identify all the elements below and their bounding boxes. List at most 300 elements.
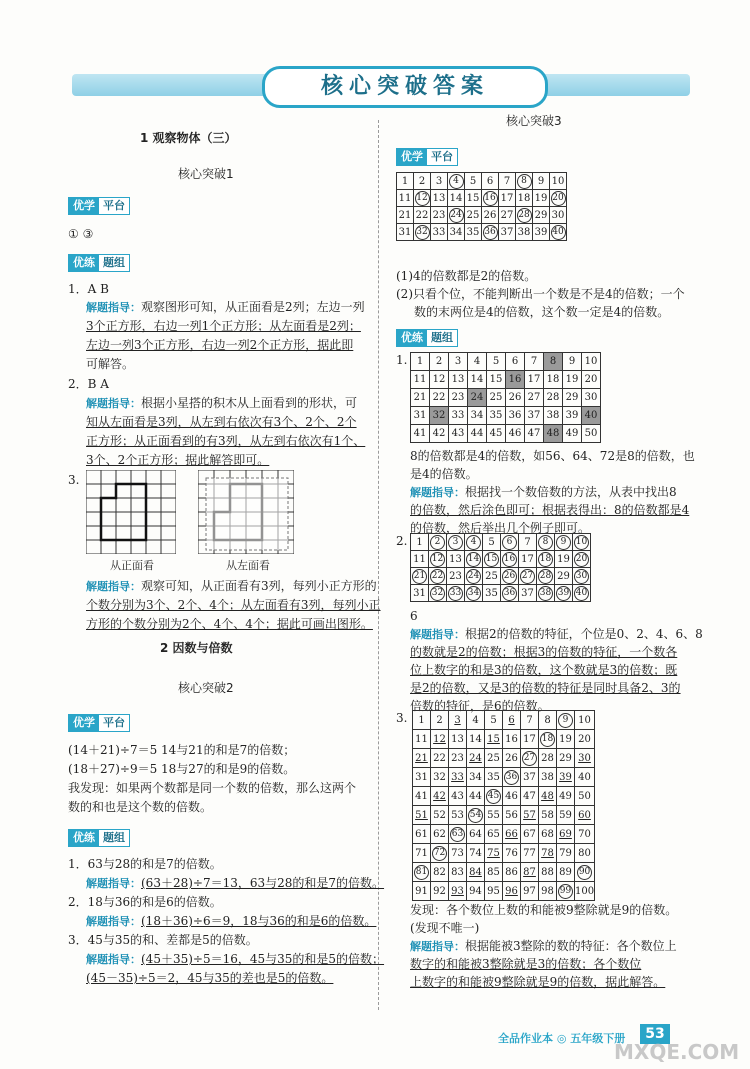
grid-cell: 21 xyxy=(397,207,414,224)
grid-cell: 5 xyxy=(465,173,482,190)
grid-cell: 15 xyxy=(485,730,503,749)
grid-cell: 8 xyxy=(516,173,533,190)
grid-cell: 16 xyxy=(503,730,521,749)
grid-cell: 20 xyxy=(550,190,567,207)
grid-cell: 35 xyxy=(487,407,506,425)
grid-cell: 49 xyxy=(563,425,582,443)
number-grid-1-40 xyxy=(396,172,567,241)
grid-cell: 10 xyxy=(582,353,601,371)
grid-cell: 10 xyxy=(550,173,567,190)
t2-explain-1: 解题指导：根据2的倍数的特征，个位是0、2、4、6、8 xyxy=(410,627,703,641)
grid-cell: 84 xyxy=(467,863,485,882)
grid-cell: 8 xyxy=(544,353,563,371)
q1-explain-3: 左边一列3个正方形，右边一列2个正方形，据此即 xyxy=(86,338,354,352)
t3-answer-2: (发现不唯一) xyxy=(410,921,480,935)
grid-cell: 21 xyxy=(411,568,429,585)
grid-cell: 4 xyxy=(448,173,465,190)
grid-cell: 60 xyxy=(575,806,595,825)
grid-cell: 32 xyxy=(431,768,449,787)
t2-label: 2. xyxy=(396,534,408,548)
grid-cell: 100 xyxy=(575,882,595,901)
grid-cell: 39 xyxy=(533,224,550,241)
q3-explain-1: 解题指导：观察可知，从正面看有3列，每列小正方形的 xyxy=(86,579,377,593)
grid-cell: 62 xyxy=(431,825,449,844)
grid-cell: 48 xyxy=(544,425,563,443)
grid-cell: 1 xyxy=(411,353,430,371)
answer-line: ① ③ xyxy=(68,227,94,241)
line-4: 数的和也是这个数的倍数。 xyxy=(68,800,213,814)
grid-cell: 43 xyxy=(449,787,467,806)
grid-cell: 97 xyxy=(521,882,539,901)
grid-cell: 29 xyxy=(555,568,573,585)
grid-cell: 17 xyxy=(499,190,516,207)
grid-cell: 17 xyxy=(519,551,537,568)
q2-explain-4: 3个、2个正方形；据此解答即可。 xyxy=(86,453,270,467)
grid-cell: 24 xyxy=(465,568,483,585)
subsection-title-1: 核心突破1 xyxy=(178,167,234,181)
grid-cell: 19 xyxy=(563,371,582,389)
grid-cell: 11 xyxy=(413,730,431,749)
grid-cell: 27 xyxy=(521,749,539,768)
grid-cell: 3 xyxy=(431,173,448,190)
line-3: 我发现：如果两个数都是同一个数的倍数，那么这两个 xyxy=(68,781,357,795)
grid-cell: 40 xyxy=(575,768,595,787)
grid-cell: 22 xyxy=(430,389,449,407)
grid-cell: 13 xyxy=(431,190,448,207)
t3-explain-3: 上数字的和能被9整除就是9的倍数，据此解答。 xyxy=(410,975,666,989)
grid-cell: 34 xyxy=(465,585,483,602)
grid-cell: 5 xyxy=(485,711,503,730)
number-grid-circled xyxy=(410,533,591,602)
grid-cell: 37 xyxy=(521,768,539,787)
grid-cell: 96 xyxy=(503,882,521,901)
grid-cell: 37 xyxy=(499,224,516,241)
grid-cell: 68 xyxy=(539,825,557,844)
grid-cell: 38 xyxy=(544,407,563,425)
tag-youxue-2: 优学 平台 xyxy=(68,714,130,732)
grid-cell: 69 xyxy=(557,825,575,844)
grid-cell: 43 xyxy=(449,425,468,443)
grid-cell: 40 xyxy=(582,407,601,425)
grid-cell: 33 xyxy=(447,585,465,602)
grid-cell: 95 xyxy=(485,882,503,901)
grid-cell: 30 xyxy=(575,749,595,768)
grid-cell: 99 xyxy=(557,882,575,901)
grid-cell: 92 xyxy=(431,882,449,901)
grid-cell: 15 xyxy=(487,371,506,389)
grid-cell: 9 xyxy=(555,534,573,551)
grid-cell: 41 xyxy=(411,425,430,443)
grid-cell: 21 xyxy=(413,749,431,768)
r-line-1: (1)4的倍数都是2的倍数。 xyxy=(396,269,537,283)
grid-cell: 35 xyxy=(485,768,503,787)
grid-cell: 52 xyxy=(431,806,449,825)
t3-explain-1: 解题指导：根据能被3整除的数的特征：各个数位上 xyxy=(410,939,677,953)
grid-cell: 11 xyxy=(397,190,414,207)
grid-cell: 31 xyxy=(397,224,414,241)
grid-cell: 33 xyxy=(431,224,448,241)
p3-explain-1: 解题指导：(45＋35)÷5＝16，45与35的和是5的倍数； xyxy=(86,952,385,966)
grid-cell: 40 xyxy=(550,224,567,241)
grid-cell: 28 xyxy=(544,389,563,407)
t3-label: 3. xyxy=(396,711,408,725)
grid-cell: 9 xyxy=(563,353,582,371)
tag-youxue-1: 优学 平台 xyxy=(68,197,130,215)
grid-front-view xyxy=(86,470,176,554)
t2-explain-5: 倍数的特征，是6的倍数。 xyxy=(410,699,550,713)
grid-cell: 28 xyxy=(516,207,533,224)
grid-cell: 6 xyxy=(503,711,521,730)
grid-cell: 1 xyxy=(397,173,414,190)
grid-cell: 93 xyxy=(449,882,467,901)
grid-cell: 20 xyxy=(573,551,591,568)
grid-cell: 31 xyxy=(411,407,430,425)
grid-cell: 31 xyxy=(413,768,431,787)
grid-cell: 91 xyxy=(413,882,431,901)
grid-cell: 23 xyxy=(431,207,448,224)
grid-cell: 18 xyxy=(516,190,533,207)
grid-cell: 27 xyxy=(519,568,537,585)
grid-cell: 32 xyxy=(430,407,449,425)
grid-cell: 45 xyxy=(485,787,503,806)
grid-cell: 5 xyxy=(487,353,506,371)
q3-explain-2: 个数分别为3个、2个、4个；从左面看有3列，每列小正 xyxy=(86,598,381,612)
grid-cell: 67 xyxy=(521,825,539,844)
answer-banner xyxy=(72,66,690,102)
section-title-1: 1 观察物体（三） xyxy=(140,131,237,145)
p2-answer: 2．18与36的和是6的倍数。 xyxy=(68,895,222,909)
grid-cell: 82 xyxy=(431,863,449,882)
grid-cell: 48 xyxy=(539,787,557,806)
grid-cell: 9 xyxy=(557,711,575,730)
grid-cell: 38 xyxy=(537,585,555,602)
grid-cell: 57 xyxy=(521,806,539,825)
grid-cell: 44 xyxy=(467,787,485,806)
grid-cell: 8 xyxy=(539,711,557,730)
p2-explain: 解题指导：(18＋36)÷6＝9，18与36的和是6的倍数。 xyxy=(86,914,377,928)
grid-cell: 3 xyxy=(449,353,468,371)
grid-cell: 27 xyxy=(499,207,516,224)
tag-youxue-3: 优学 平台 xyxy=(396,148,458,166)
grid-cell: 26 xyxy=(503,749,521,768)
grid-cell: 1 xyxy=(413,711,431,730)
grid-cell: 23 xyxy=(449,749,467,768)
tag-youlian-3: 优练 题组 xyxy=(396,329,458,347)
q1-explain-2: 3个正方形，右边一列1个正方形；从左面看是2列； xyxy=(86,319,361,333)
grid-cell: 17 xyxy=(521,730,539,749)
grid-cell: 13 xyxy=(449,730,467,749)
grid-cell: 7 xyxy=(521,711,539,730)
grid-cell: 28 xyxy=(539,749,557,768)
grid-cell: 44 xyxy=(468,425,487,443)
grid-cell: 10 xyxy=(573,534,591,551)
grid-cell: 14 xyxy=(465,551,483,568)
grid-cell: 42 xyxy=(430,425,449,443)
grid-cell: 1 xyxy=(411,534,429,551)
t3-answer-1: 发现：各个数位上数的和能被9整除就是9的倍数。 xyxy=(410,903,678,917)
r-line-3: 数的末两位是4的倍数，这个数一定是4的倍数。 xyxy=(414,305,670,319)
t1-explain-3: 的倍数，然后举出几个例子即可。 xyxy=(410,521,591,535)
grid-cell: 73 xyxy=(449,844,467,863)
t2-answer: 6 xyxy=(410,609,418,623)
t2-explain-4: 是2的倍数，又是3的倍数的特征是同时具备2、3的 xyxy=(410,681,681,695)
line-1: (14＋21)÷7＝5 14与21的和是7的倍数； xyxy=(68,743,296,757)
grid-cell: 39 xyxy=(555,585,573,602)
grid-cell: 77 xyxy=(521,844,539,863)
number-grid-shaded xyxy=(410,352,601,443)
grid-cell: 12 xyxy=(429,551,447,568)
p1-answer: 1．63与28的和是7的倍数。 xyxy=(68,857,222,871)
grid-cell: 79 xyxy=(557,844,575,863)
grid-cell: 53 xyxy=(449,806,467,825)
caption-front: 从正面看 xyxy=(110,559,154,572)
grid-cell: 23 xyxy=(447,568,465,585)
grid-cell: 70 xyxy=(575,825,595,844)
grid-cell: 30 xyxy=(550,207,567,224)
p3-answer: 3．45与35的和、差都是5的倍数。 xyxy=(68,933,258,947)
q3-explain-3: 方形的个数分别为2个、4个、4个；据此可画出图形。 xyxy=(86,617,373,631)
grid-cell: 30 xyxy=(582,389,601,407)
grid-cell: 27 xyxy=(525,389,544,407)
q2-explain-1: 解题指导：根据小星搭的积木从上面看到的形状，可 xyxy=(86,396,358,410)
grid-cell: 26 xyxy=(501,568,519,585)
grid-cell: 18 xyxy=(544,371,563,389)
grid-cell: 74 xyxy=(467,844,485,863)
grid-cell: 29 xyxy=(533,207,550,224)
grid-cell: 16 xyxy=(501,551,519,568)
grid-cell: 46 xyxy=(506,425,525,443)
grid-cell: 66 xyxy=(503,825,521,844)
grid-cell: 50 xyxy=(582,425,601,443)
q1-explain-4: 可解答。 xyxy=(86,357,135,371)
grid-cell: 16 xyxy=(506,371,525,389)
t2-explain-2: 的数就是2的倍数；根据3的倍数的特征，一个数各 xyxy=(410,645,678,659)
grid-cell: 88 xyxy=(539,863,557,882)
grid-cell: 7 xyxy=(519,534,537,551)
grid-cell: 7 xyxy=(499,173,516,190)
grid-left-view xyxy=(198,470,294,554)
grid-cell: 35 xyxy=(465,224,482,241)
grid-cell: 36 xyxy=(503,768,521,787)
grid-cell: 32 xyxy=(414,224,431,241)
grid-cell: 19 xyxy=(557,730,575,749)
q2-explain-2: 知从左面看是3列，从左到右依次有3个、2个、2个 xyxy=(86,415,357,429)
grid-cell: 18 xyxy=(537,551,555,568)
grid-cell: 2 xyxy=(429,534,447,551)
grid-cell: 25 xyxy=(465,207,482,224)
grid-cell: 65 xyxy=(485,825,503,844)
grid-cell: 72 xyxy=(431,844,449,863)
number-grid-1-100 xyxy=(412,710,595,901)
grid-cell: 12 xyxy=(431,730,449,749)
section-title-2: 2 因数与倍数 xyxy=(160,641,233,655)
grid-cell: 17 xyxy=(525,371,544,389)
grid-cell: 12 xyxy=(430,371,449,389)
subsection-title-2: 核心突破2 xyxy=(178,681,234,695)
t2-explain-3: 位上数字的和是3的倍数，这个数就是3的倍数；既 xyxy=(410,663,678,677)
grid-cell: 25 xyxy=(485,749,503,768)
grid-cell: 5 xyxy=(483,534,501,551)
grid-cell: 75 xyxy=(485,844,503,863)
grid-cell: 29 xyxy=(563,389,582,407)
grid-cell: 50 xyxy=(575,787,595,806)
grid-cell: 34 xyxy=(448,224,465,241)
grid-cell: 55 xyxy=(485,806,503,825)
grid-cell: 41 xyxy=(413,787,431,806)
grid-cell: 8 xyxy=(537,534,555,551)
grid-cell: 26 xyxy=(482,207,499,224)
grid-cell: 11 xyxy=(411,371,430,389)
grid-cell: 13 xyxy=(447,551,465,568)
grid-cell: 29 xyxy=(557,749,575,768)
grid-cell: 6 xyxy=(506,353,525,371)
grid-cell: 33 xyxy=(449,407,468,425)
grid-cell: 19 xyxy=(555,551,573,568)
grid-cell: 83 xyxy=(449,863,467,882)
grid-cell: 45 xyxy=(487,425,506,443)
grid-cell: 12 xyxy=(414,190,431,207)
grid-cell: 24 xyxy=(467,749,485,768)
grid-cell: 6 xyxy=(482,173,499,190)
banner-title: 核心突破答案 xyxy=(262,66,548,108)
grid-cell: 59 xyxy=(557,806,575,825)
grid-cell: 76 xyxy=(503,844,521,863)
grid-cell: 2 xyxy=(430,353,449,371)
grid-cell: 36 xyxy=(506,407,525,425)
line-2: (18＋27)÷9＝5 18与27的和是9的倍数。 xyxy=(68,762,296,776)
p1-explain: 解题指导：(63＋28)÷7＝13，63与28的和是7的倍数。 xyxy=(86,876,385,890)
grid-cell: 56 xyxy=(503,806,521,825)
grid-cell: 19 xyxy=(533,190,550,207)
grid-cell: 58 xyxy=(539,806,557,825)
grid-cell: 6 xyxy=(501,534,519,551)
tag-youlian-2: 优练 题组 xyxy=(68,829,130,847)
page-number: 53 xyxy=(640,1024,670,1044)
grid-cell: 85 xyxy=(485,863,503,882)
grid-cell: 15 xyxy=(465,190,482,207)
q2-answer: 2．B A xyxy=(68,377,109,391)
t3-explain-2: 数字的和能被3整除就是3的倍数；各个数位 xyxy=(410,957,642,971)
grid-cell: 24 xyxy=(448,207,465,224)
grid-cell: 23 xyxy=(449,389,468,407)
grid-cell: 38 xyxy=(516,224,533,241)
q2-explain-3: 正方形；从正面看到的有3列，从左到右依次有1个、 xyxy=(86,434,366,448)
caption-left: 从左面看 xyxy=(226,559,270,572)
grid-cell: 10 xyxy=(575,711,595,730)
grid-cell: 11 xyxy=(411,551,429,568)
grid-cell: 39 xyxy=(563,407,582,425)
grid-cell: 39 xyxy=(557,768,575,787)
grid-cell: 35 xyxy=(483,585,501,602)
grid-cell: 78 xyxy=(539,844,557,863)
subsection-title-3: 核心突破3 xyxy=(506,114,562,128)
grid-cell: 32 xyxy=(429,585,447,602)
grid-cell: 34 xyxy=(467,768,485,787)
grid-cell: 94 xyxy=(467,882,485,901)
grid-cell: 26 xyxy=(506,389,525,407)
grid-cell: 9 xyxy=(533,173,550,190)
grid-cell: 14 xyxy=(468,371,487,389)
grid-cell: 80 xyxy=(575,844,595,863)
grid-cell: 51 xyxy=(413,806,431,825)
grid-cell: 14 xyxy=(467,730,485,749)
grid-cell: 36 xyxy=(501,585,519,602)
grid-cell: 64 xyxy=(467,825,485,844)
grid-cell: 46 xyxy=(503,787,521,806)
footer-text: 全品作业本 ◎ 五年级下册 xyxy=(498,1032,626,1045)
t1-answer-1: 8的倍数都是4的倍数，如56、64、72是8的倍数，也 xyxy=(410,449,695,463)
grid-cell: 20 xyxy=(575,730,595,749)
grid-cell: 21 xyxy=(411,389,430,407)
r-line-2: (2)只看个位，不能判断出一个数是不是4的倍数；一个 xyxy=(396,287,685,301)
watermark: MXQE.COM xyxy=(614,1040,740,1064)
grid-cell: 22 xyxy=(414,207,431,224)
grid-cell: 2 xyxy=(431,711,449,730)
grid-cell: 61 xyxy=(413,825,431,844)
grid-cell: 4 xyxy=(465,534,483,551)
p3-explain-2: (45－35)÷5＝2，45与35的差也是5的倍数。 xyxy=(86,971,334,985)
q3-label: 3. xyxy=(68,473,80,487)
t1-label: 1. xyxy=(396,353,408,367)
grid-cell: 2 xyxy=(414,173,431,190)
grid-cell: 22 xyxy=(429,568,447,585)
grid-cell: 14 xyxy=(448,190,465,207)
q1-answer: 1．A B xyxy=(68,282,109,296)
grid-cell: 71 xyxy=(413,844,431,863)
grid-cell: 63 xyxy=(449,825,467,844)
grid-cell: 4 xyxy=(467,711,485,730)
grid-cell: 81 xyxy=(413,863,431,882)
grid-cell: 54 xyxy=(467,806,485,825)
grid-cell: 7 xyxy=(525,353,544,371)
grid-cell: 30 xyxy=(573,568,591,585)
grid-cell: 3 xyxy=(447,534,465,551)
grid-cell: 13 xyxy=(449,371,468,389)
grid-cell: 90 xyxy=(575,863,595,882)
grid-cell: 47 xyxy=(525,425,544,443)
grid-cell: 34 xyxy=(468,407,487,425)
grid-cell: 31 xyxy=(411,585,429,602)
grid-cell: 4 xyxy=(468,353,487,371)
grid-cell: 16 xyxy=(482,190,499,207)
grid-cell: 47 xyxy=(521,787,539,806)
tag-youlian-1: 优练 题组 xyxy=(68,254,130,272)
t1-explain-1: 解题指导：根据找一个数倍数的方法，从表中找出8 xyxy=(410,485,677,499)
t1-explain-2: 的倍数，然后涂色即可；根据表得出：8的倍数都是4 xyxy=(410,503,690,517)
grid-cell: 33 xyxy=(449,768,467,787)
grid-cell: 87 xyxy=(521,863,539,882)
grid-cell: 37 xyxy=(519,585,537,602)
q1-explain-1: 解题指导：观察图形可知，从正面看是2列；左边一列 xyxy=(86,300,365,314)
grid-cell: 89 xyxy=(557,863,575,882)
grid-cell: 38 xyxy=(539,768,557,787)
grid-cell: 22 xyxy=(431,749,449,768)
grid-cell: 28 xyxy=(537,568,555,585)
grid-cell: 3 xyxy=(449,711,467,730)
grid-cell: 37 xyxy=(525,407,544,425)
grid-cell: 98 xyxy=(539,882,557,901)
t1-answer-2: 是4的倍数。 xyxy=(410,467,478,481)
grid-cell: 49 xyxy=(557,787,575,806)
grid-cell: 24 xyxy=(468,389,487,407)
grid-cell: 42 xyxy=(431,787,449,806)
grid-cell: 20 xyxy=(582,371,601,389)
grid-cell: 25 xyxy=(487,389,506,407)
grid-cell: 25 xyxy=(483,568,501,585)
grid-cell: 18 xyxy=(539,730,557,749)
grid-cell: 86 xyxy=(503,863,521,882)
grid-cell: 40 xyxy=(573,585,591,602)
